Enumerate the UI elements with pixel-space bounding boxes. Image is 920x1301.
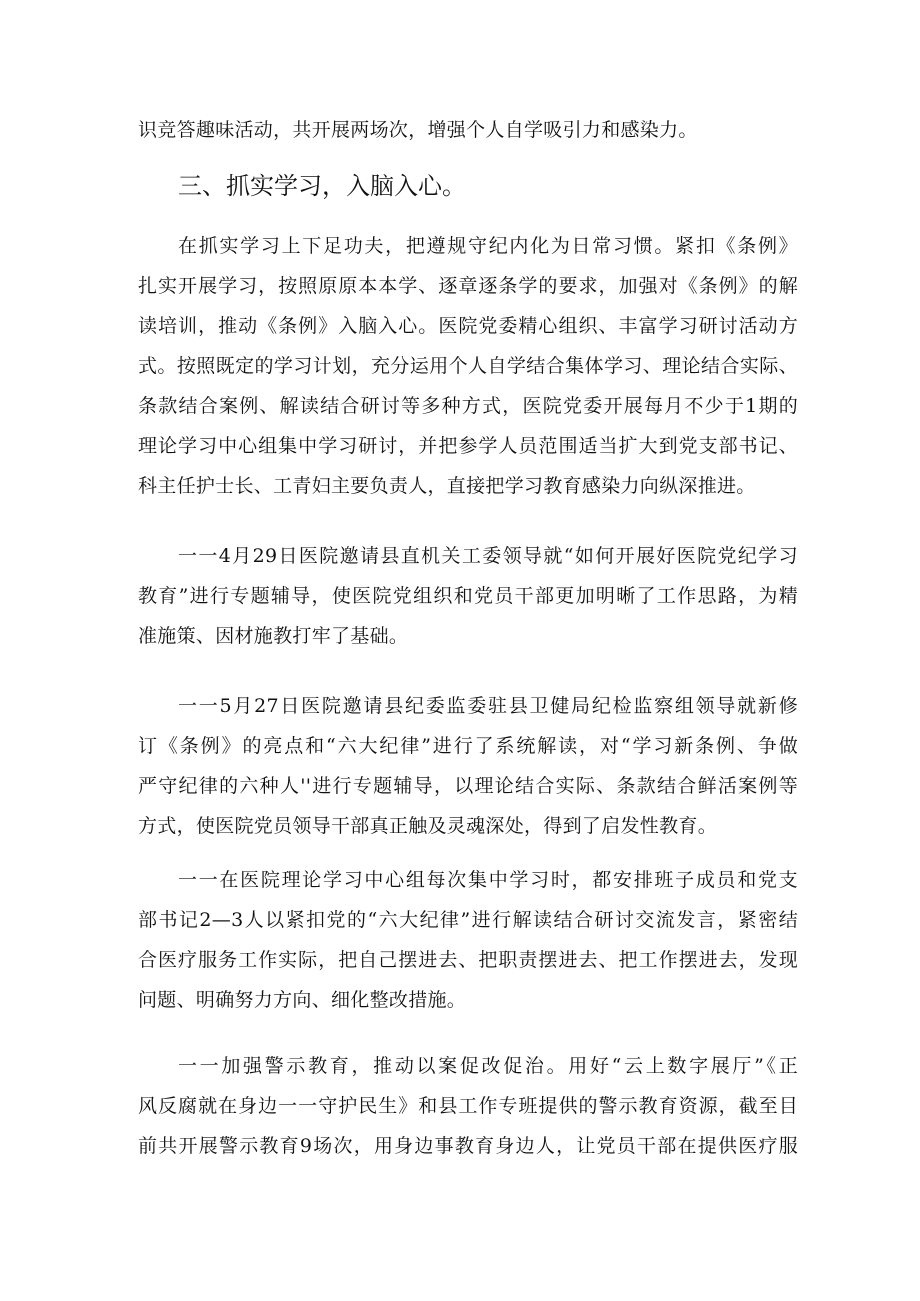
paragraph-line: 严守纪律的六种人''进行专题辅导，以理论结合实际、条款结合鲜活案例等 bbox=[138, 775, 798, 797]
paragraph-line: 理论学习中心组集中学习研讨，并把参学人员范围适当扩大到党支部书记、 bbox=[138, 435, 798, 457]
paragraph-line: 合医疗服务工作实际，把自己摆进去、把职责摆进去、把工作摆进去，发现 bbox=[138, 949, 798, 971]
paragraph-line: 准施策、因材施教打牢了基础。 bbox=[138, 625, 409, 647]
paragraph-line: 一一4月29日医院邀请县直机关工委领导就“如何开展好医院党纪学习 bbox=[178, 545, 798, 567]
paragraph-line: 扎实开展学习，按照原原本本学、逐章逐条学的要求，加强对《条例》的解 bbox=[138, 275, 798, 297]
paragraph-line: 读培训，推动《条例》入脑入心。医院党委精心组织、丰富学习研讨活动方 bbox=[138, 315, 798, 337]
paragraph-line: 问题、明确努力方向、细化整改措施。 bbox=[138, 989, 467, 1011]
paragraph-line: 式。按照既定的学习计划，充分运用个人自学结合集体学习、理论结合实际、 bbox=[138, 355, 798, 377]
paragraph-line: 科主任护士长、工青妇主要负责人，直接把学习教育感染力向纵深推进。 bbox=[138, 475, 756, 497]
paragraph-line: 一一加强警示教育，推动以案促改促治。用好“云上数字展厅”《正 bbox=[178, 1055, 798, 1077]
paragraph-line: 一一在医院理论学习中心组每次集中学习时，都安排班子成员和党支 bbox=[178, 869, 798, 891]
paragraph-line: 前共开展警示教育9场次，用身边事教育身边人，让党员干部在提供医疗服 bbox=[138, 1135, 798, 1157]
section-heading: 三、抓实学习，入脑入心。 bbox=[178, 172, 466, 200]
paragraph-line: 教育”进行专题辅导，使医院党组织和党员干部更加明晰了工作思路，为精 bbox=[138, 585, 798, 607]
paragraph-line: 条款结合案例、解读结合研讨等多种方式，医院党委开展每月不少于1期的 bbox=[138, 395, 798, 417]
paragraph-line: 风反腐就在身边一一守护民生》和县工作专班提供的警示教育资源，截至目 bbox=[138, 1095, 798, 1117]
paragraph-line: 部书记2—3人以紧扣党的“六大纪律”进行解读结合研讨交流发言，紧密结 bbox=[138, 909, 798, 931]
paragraph-line: 订《条例》的亮点和“六大纪律”进行了系统解读，对“学习新条例、争做 bbox=[138, 735, 798, 757]
paragraph-line: 在抓实学习上下足功夫，把遵规守纪内化为日常习惯。紧扣《条例》 bbox=[178, 235, 798, 257]
paragraph-line: 一一5月27日医院邀请县纪委监委驻县卫健局纪检监察组领导就新修 bbox=[178, 695, 798, 717]
paragraph-line: 方式，使医院党员领导干部真正触及灵魂深处，得到了启发性教育。 bbox=[138, 815, 718, 837]
paragraph-line: 识竞答趣味活动，共开展两场次，增强个人自学吸引力和感染力。 bbox=[138, 119, 698, 141]
